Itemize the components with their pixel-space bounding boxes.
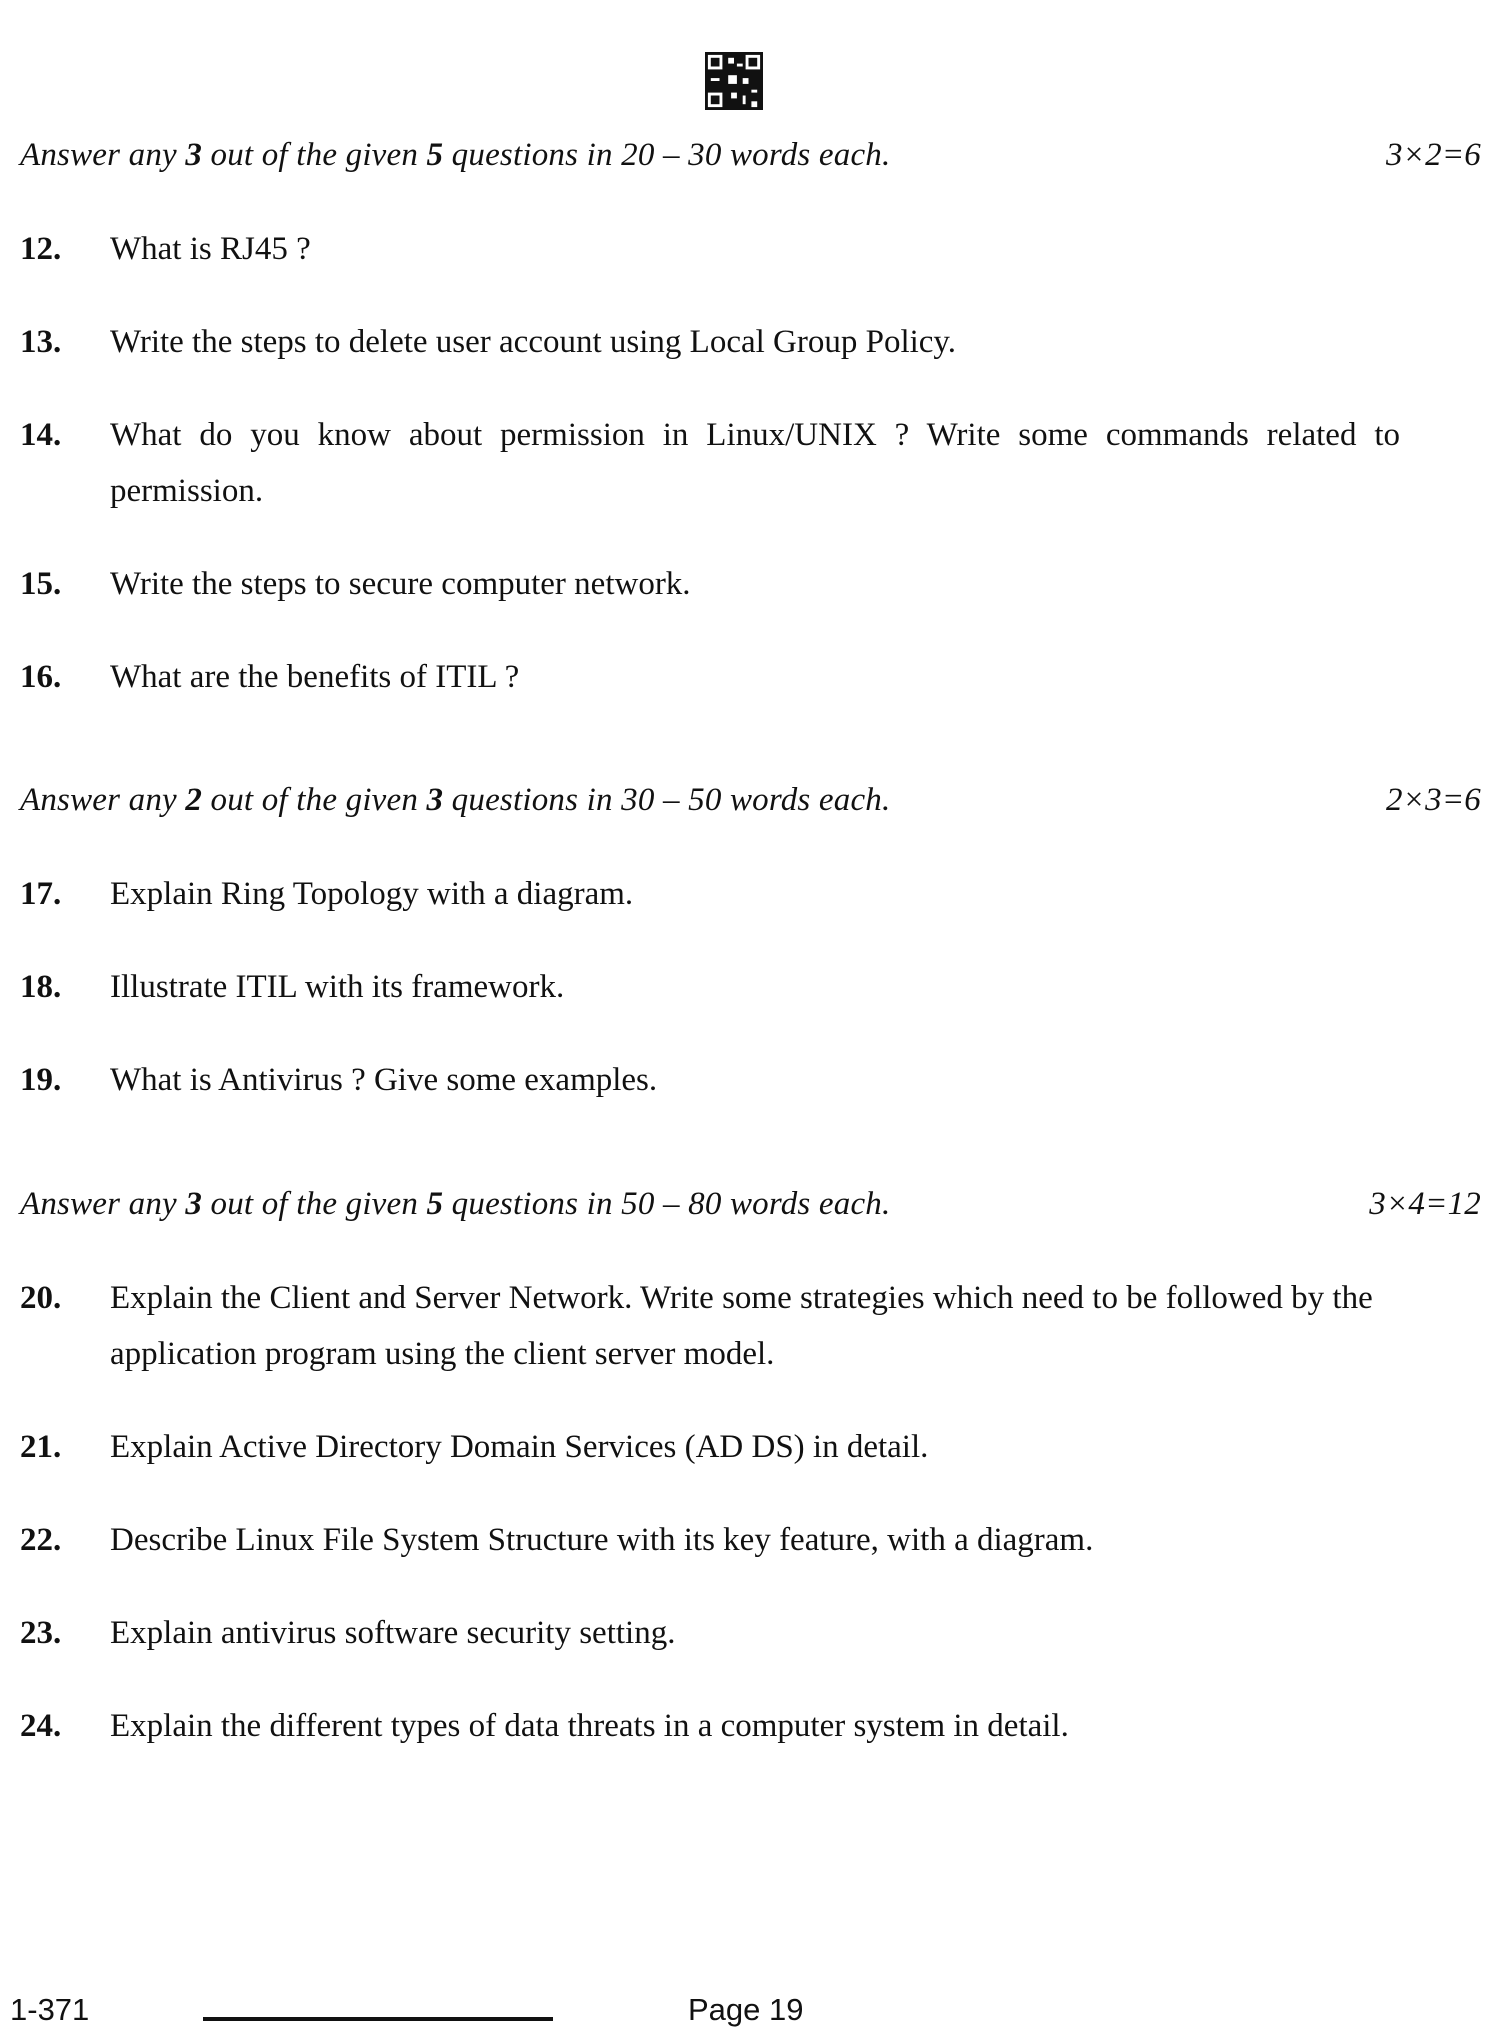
question-text: What do you know about permission in Linux/UNIX ? Write some commands related to permission. [110, 417, 1400, 509]
question-item [20, 556, 1400, 612]
question-item [20, 1052, 1400, 1108]
marks-label: 2×3=6 [1385, 782, 1481, 818]
page-footer [0, 1990, 1505, 2034]
question-number: 12. [20, 231, 62, 267]
question-item [20, 959, 1400, 1015]
question-number: 14. [20, 417, 62, 453]
section-instruction [20, 782, 1481, 819]
question-number: 22. [20, 1522, 62, 1558]
question-item [20, 1605, 1400, 1661]
question-number: 23. [20, 1615, 62, 1651]
question-number: 13. [20, 324, 62, 360]
question-number: 21. [20, 1429, 62, 1465]
question-text: Explain the Client and Server Network. Write some strategies which need to be followed by the application program using the client server model. [110, 1280, 1373, 1372]
question-text: What is Antivirus ? Give some examples. [110, 1062, 658, 1098]
section-instruction [20, 1186, 1481, 1223]
question-text: Explain Active Directory Domain Services (AD DS) in detail. [110, 1429, 929, 1465]
question-text: What is RJ45 ? [110, 231, 311, 267]
marks-label: 3×4=12 [1369, 1186, 1481, 1222]
question-text: Explain the different types of data threats in a computer system in detail. [110, 1708, 1069, 1744]
question-text: What are the benefits of ITIL ? [110, 659, 520, 695]
page-number: Page 19 [688, 1992, 804, 2027]
question-item [20, 1270, 1400, 1382]
question-item [20, 314, 1400, 370]
question-text: Explain Ring Topology with a diagram. [110, 876, 634, 912]
instruction-text: Answer any 3 out of the given 5 questions in 50 – 80 words each. [20, 1186, 891, 1222]
question-item [20, 649, 1400, 705]
qr-code-icon [704, 52, 764, 110]
footer-divider [203, 2017, 553, 2021]
question-number: 16. [20, 659, 62, 695]
instruction-text: Answer any 2 out of the given 3 questions in 30 – 50 words each. [20, 782, 891, 818]
question-number: 24. [20, 1708, 62, 1744]
question-text: Explain antivirus software security setting. [110, 1615, 676, 1651]
section-instruction [20, 137, 1481, 174]
question-item [20, 1512, 1400, 1568]
question-text: Write the steps to delete user account using Local Group Policy. [110, 324, 957, 360]
question-text: Write the steps to secure computer network. [110, 566, 691, 602]
paper-code: 1-371 [10, 1992, 90, 2027]
question-item [20, 1419, 1400, 1475]
question-item [20, 1698, 1400, 1754]
question-item [20, 407, 1400, 519]
question-text: Illustrate ITIL with its framework. [110, 969, 565, 1005]
question-number: 19. [20, 1062, 62, 1098]
question-item [20, 221, 1400, 277]
marks-label: 3×2=6 [1385, 137, 1481, 173]
question-number: 17. [20, 876, 62, 912]
question-item [20, 866, 1400, 922]
question-number: 15. [20, 566, 62, 602]
question-number: 18. [20, 969, 62, 1005]
question-number: 20. [20, 1280, 62, 1316]
instruction-text: Answer any 3 out of the given 5 questions in 20 – 30 words each. [20, 137, 891, 173]
question-text: Describe Linux File System Structure with its key feature, with a diagram. [110, 1522, 1094, 1558]
